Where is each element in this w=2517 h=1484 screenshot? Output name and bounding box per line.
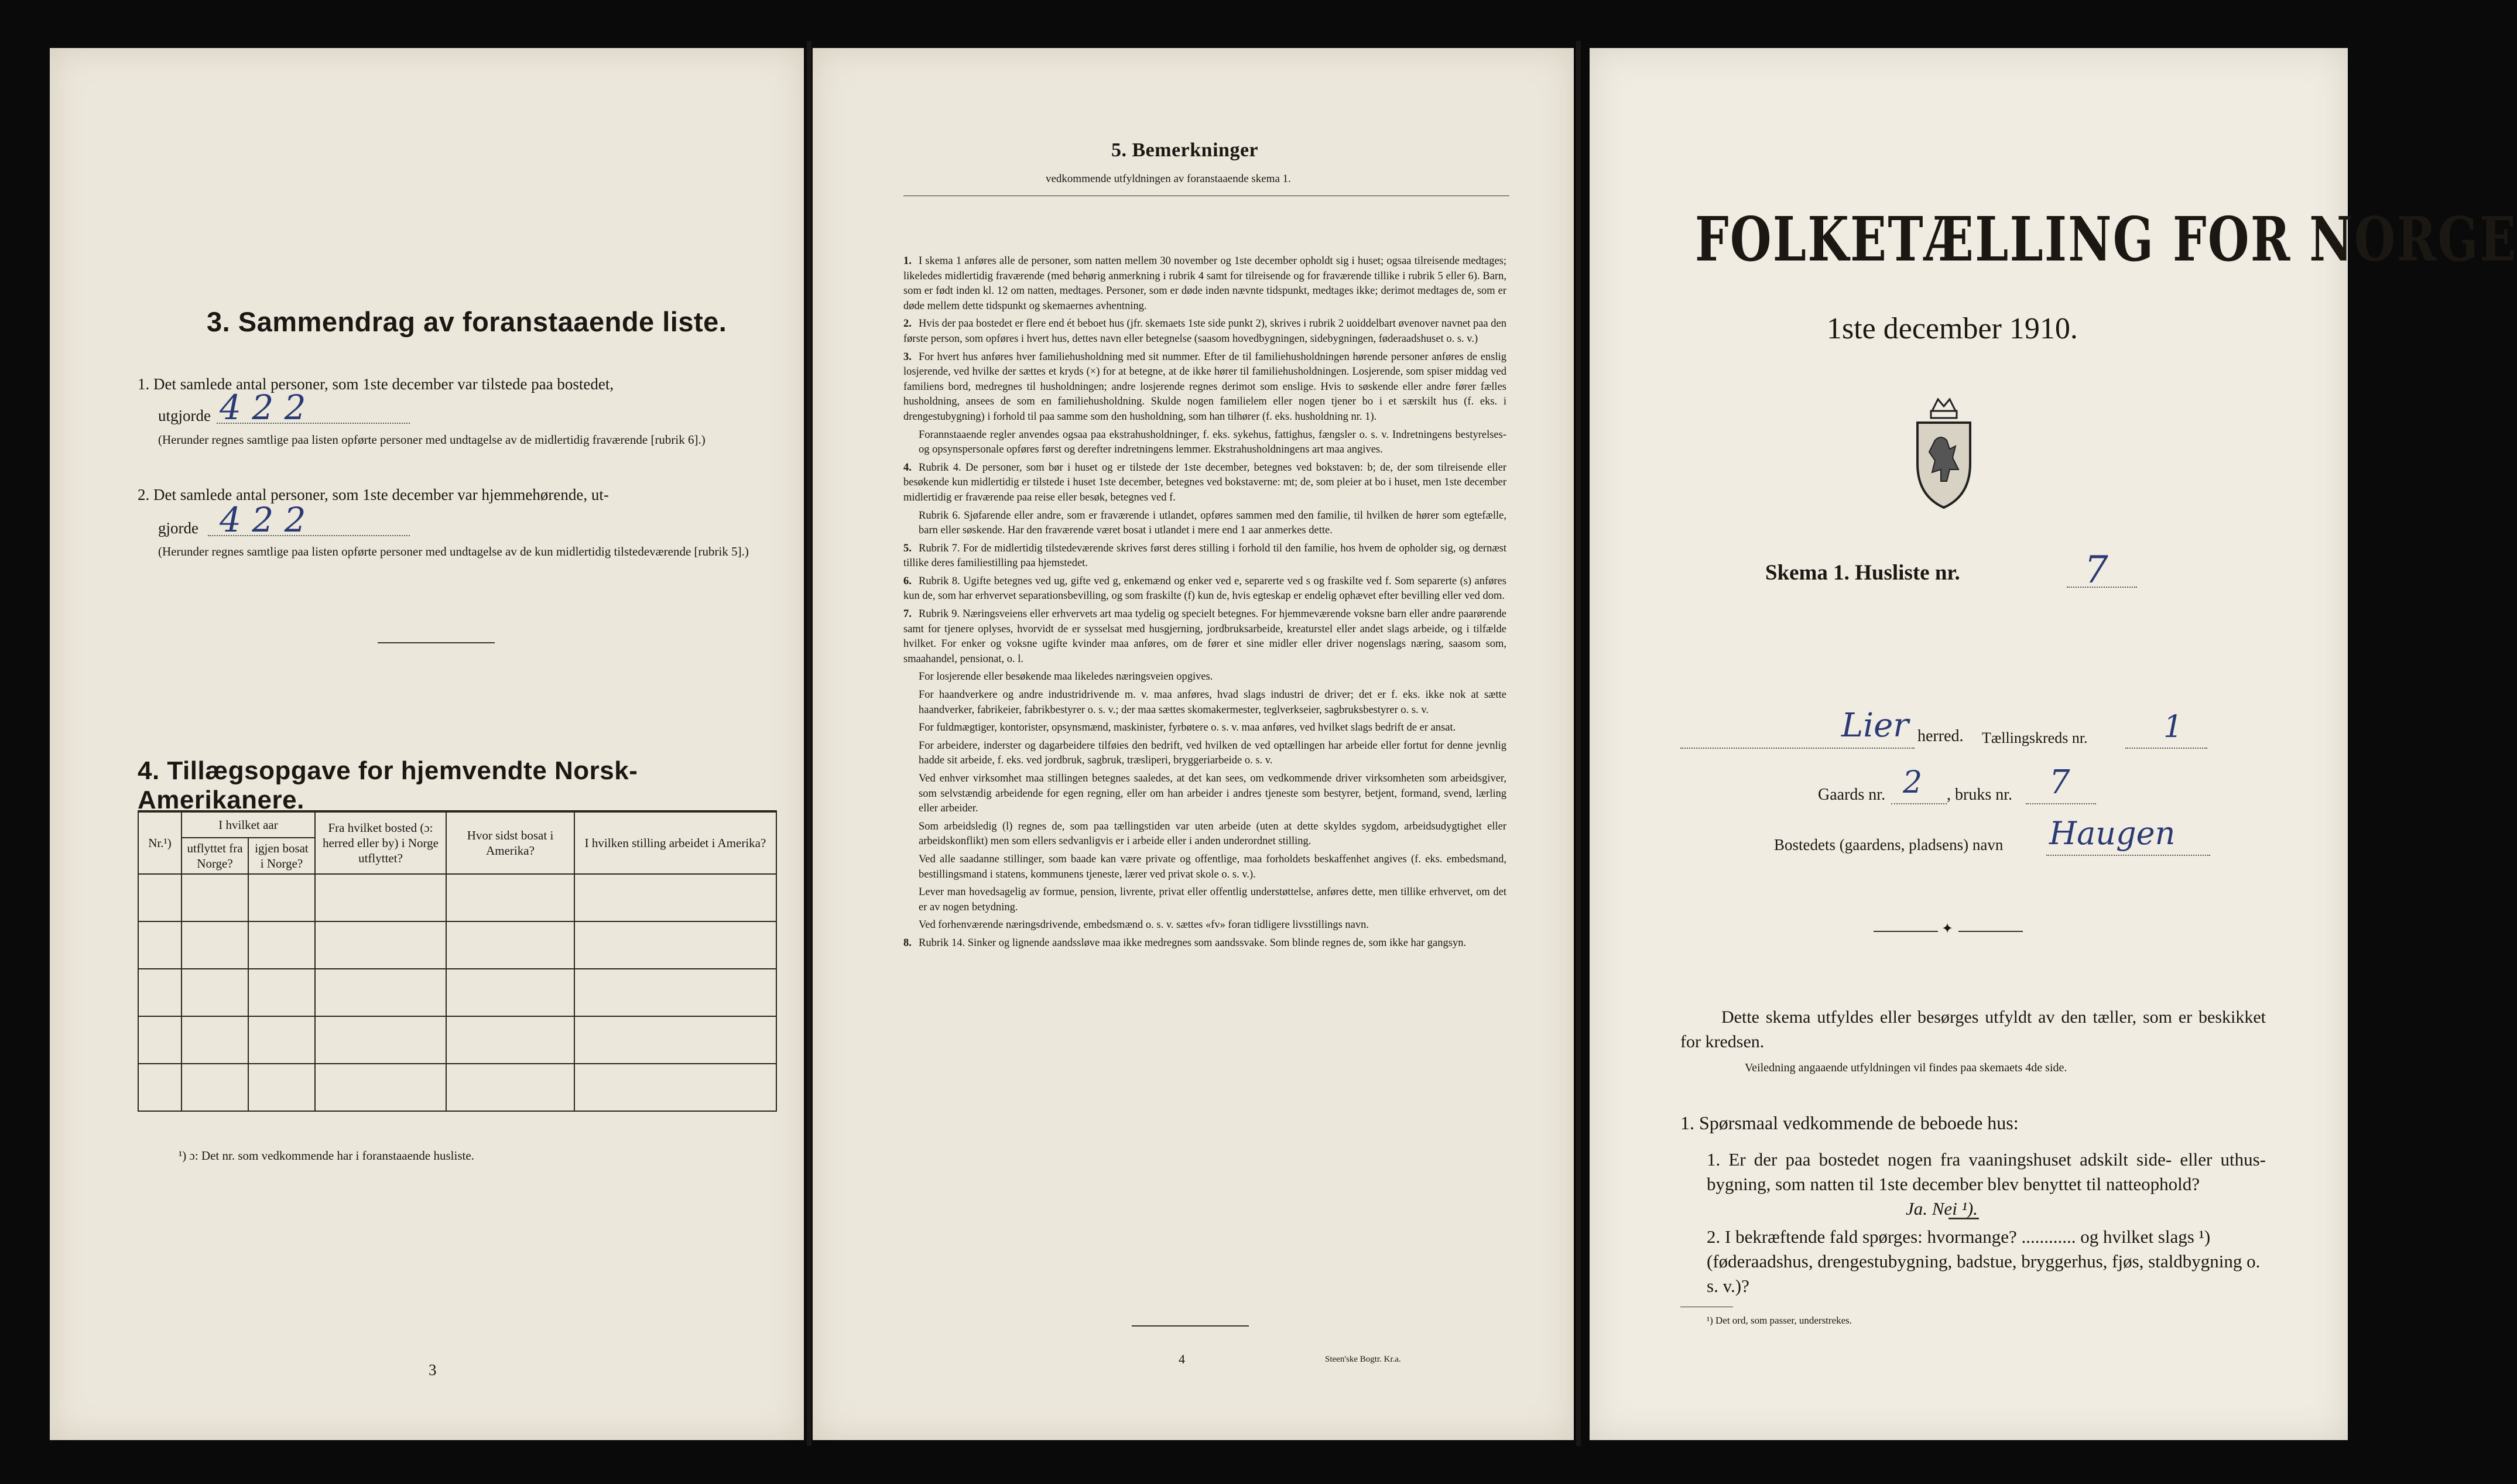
note-item: Ved forhenværende næringsdrivende, embedsmænd o. s. v. sættes «fv» foran tidligere livsstillings navn. bbox=[919, 919, 1369, 931]
col-nr-header: Nr.¹) bbox=[138, 811, 182, 874]
note-item: Forannstaaende regler anvendes ogsaa paa ekstrahusholdninger, f. eks. sykehus, fattighus, fængsler o. s. v. Indretningens bestyrelses- og opsynspersonale opføres først og derefter indretningens lemmer. Ekstrahusholdningens art maa angives. bbox=[919, 429, 1506, 456]
herred-dotline bbox=[1680, 748, 1915, 749]
item2-handwritten-values: 4 2 2 bbox=[220, 500, 306, 540]
notes-subtitle: vedkommende utfyldningen av foranstaaende skema 1. bbox=[1046, 173, 1291, 185]
col-igjen-header: igjen bosat i Norge? bbox=[248, 838, 315, 874]
bosted-handwritten[interactable]: Haugen bbox=[2049, 815, 2176, 852]
note-item: 5. Rubrik 7. For de midlertidig tilstedeværende skrives først deres stilling i forhold til den familie, hos hvem de opholder sig, og dernæst tillike deres familiestilling paa hjemstedet. bbox=[903, 542, 1506, 570]
gaards-handwritten[interactable]: 2 bbox=[1903, 765, 1923, 800]
husliste-handwritten-nr[interactable]: 7 bbox=[2084, 549, 2108, 592]
schema-line bbox=[1765, 560, 1960, 585]
note-item: 1. I skema 1 anføres alle de personer, som natten mellem 30 november og 1ste december opholdt sig i huset; ogsaa tilreisende medtages; likeledes midlertidig fraværende (med behørig anmerkning i rubrik 4 samt for tilreisende og for fraværende tillike i rubrik 5 eller 6). Barn, som er født inden kl. 12 om natten, medtages. Personer, som er døde inden nævnte tidspunkt, medtages ikke; derimot medtages de, som er døde mellem dette tidspunkt og skemaernes avhentning. bbox=[903, 255, 1506, 312]
gaards-label: Gaards nr. bbox=[1818, 786, 1886, 804]
norwegian-coat-of-arms-icon bbox=[1909, 393, 1979, 510]
page-4-notes bbox=[813, 48, 1574, 1440]
col-utflyttet-header: utflyttet fra Norge? bbox=[182, 838, 248, 874]
note-item: For fuldmægtiger, kontorister, opsynsmænd, maskinister, fyrbøtere o. s. v. maa anføres, ved hvilket slags bedrift de er ansat. bbox=[919, 722, 1456, 734]
note-item: For losjerende eller besøkende maa likeledes næringsveien opgives. bbox=[919, 671, 1213, 683]
instruction-text: Dette skema utfyldes eller besørges utfyldt av den tæller, som er beskikket for kredsen. bbox=[1680, 1007, 2266, 1051]
table-row bbox=[138, 874, 776, 921]
item1-note: (Herunder regnes samtlige paa listen opførte personer med undtagelse av de midlertidig fraværende [rubrik 6].) bbox=[158, 433, 706, 447]
census-date: 1ste december 1910. bbox=[1827, 312, 2078, 345]
note-item: 6. Rubrik 8. Ugifte betegnes ved ug, gifte ved g, enkemænd og enker ved e, separerte ved s og fraskilte ved f. Som separerte (s) anføres kun de, som har erhvervet separationsbevilling, og som fraskilte (f) kun de, hvis egteskap er endelig ophævet efter bevilling eller ved dom. bbox=[903, 575, 1506, 602]
table-row bbox=[138, 921, 776, 969]
notes-bottom-rule bbox=[1132, 1325, 1249, 1327]
nei-underline bbox=[1948, 1218, 1979, 1219]
bruks-dotline bbox=[2026, 803, 2096, 804]
item1-handwritten-values: 4 2 2 bbox=[220, 388, 306, 427]
item1-text: 1. Det samlede antal personer, som 1ste december var tilstede paa bostedet, bbox=[138, 375, 614, 393]
note-item: For arbeidere, inderster og dagarbeidere tilføies den bedrift, ved hvilken de ved optællingen har arbeide eller fortut for denne jevnlig hadde sit arbeide, f. eks. ved jordbruk, sagbruk, træsliperi, bryggeriarbeide o. s. v. bbox=[919, 739, 1506, 767]
notes-list bbox=[903, 254, 1506, 954]
item2-gjorde: gjorde bbox=[158, 519, 198, 537]
herred-label: herred. bbox=[1917, 727, 1964, 745]
section-separator bbox=[378, 642, 495, 643]
note-item: Rubrik 6. Sjøfarende eller andre, som er fraværende i utlandet, opføres sammen med den familie, til hvilken de hører som egtefælle, barn eller søskende. Har den fraværende været bosat i utlandet i mere end 1 aar anmerkes dette. bbox=[919, 509, 1506, 537]
page-number: 3 bbox=[429, 1361, 437, 1379]
bosted-dotline bbox=[2046, 855, 2210, 856]
gaards-dotline bbox=[1891, 803, 1947, 804]
table-row bbox=[138, 1016, 776, 1064]
notes-title: 5. Bemerkninger bbox=[1111, 139, 1259, 161]
ornament-icon: ✦ bbox=[1941, 921, 1954, 937]
note-item: 3. For hvert hus anføres hver familiehusholdning med sit nummer. Efter de til familiehusholdningen hørende personer anføres de enslig losjerende, ved hvilke der sættes et kryds (×) for at betegne, at de ikke hører til familiehusholdningen. Losjerende, som spiser middag ved familiens bord, medregnes til husholdningen; andre losjerende regnes derimot som enslige. Hvis to søskende eller andre fører fælles husholdning, ansees de som en familiehusholdning. Skulde nogen familielem eller nogen tjener bo i et særskilt hus (f. eks. i drengestubygning) i forhold til paa samme som den husholdning, som han tilhører (f. eks. husholdning nr. 1). bbox=[903, 351, 1506, 423]
page-3-summary bbox=[50, 48, 804, 1440]
questions-heading: 1. Spørsmaal vedkommende de beboede hus: bbox=[1680, 1112, 2019, 1133]
item2-note: (Herunder regnes samtlige paa listen opførte personer med undtagelse av de kun midlertidig tilstedeværende [rubrik 5].) bbox=[158, 544, 749, 558]
note-item: Ved alle saadanne stillinger, som baade kan være private og offentlige, maa forholdets beskaffenhet angives (f. eks. embedsmand, bestillingsmand i statens, kommunens tjeneste, lærer ved privat skole o. s. v.). bbox=[919, 853, 1506, 880]
col-group-header: I hvilket aar bbox=[182, 811, 315, 838]
herred-handwritten[interactable]: Lier bbox=[1841, 707, 1909, 745]
printer-imprint: Steen'ske Bogtr. Kr.a. bbox=[1325, 1355, 1401, 1364]
page-number: 4 bbox=[1179, 1352, 1185, 1366]
col-hvor-header: Hvor sidst bosat i Amerika? bbox=[446, 811, 574, 874]
page3-footnote: ¹) Det ord, som passer, understrekes. bbox=[1707, 1315, 1852, 1326]
question-1: 1. Er der paa bostedet nogen fra vaaningshuset adskilt side- eller uthus-bygning, som natten til 1ste december blev benyttet til natteophold? bbox=[1707, 1149, 2266, 1194]
section-4-title: 4. Tillægsopgave for hjemvendte Norsk-Amerikanere. bbox=[138, 756, 638, 814]
table-footnote: ¹) ɔ: Det nr. som vedkommende har i foranstaaende husliste. bbox=[179, 1149, 474, 1163]
note-item: 2. Hvis der paa bostedet er flere end ét beboet hus (jfr. skemaets 1ste side punkt 2), skrives i rubrik 2 uoiddelbart øvenover navnet paa den første person, som opføres i hvert hus, dettes navn eller betegnelse (saasom hovedbygningen, sidebygningen, føderaadshuset o. s. v.) bbox=[903, 318, 1506, 345]
item2-text: 2. Det samlede antal personer, som 1ste december var hjemmehørende, ut- bbox=[138, 486, 609, 503]
instruction-small: Veiledning angaaende utfyldningen vil findes paa skemaets 4de side. bbox=[1745, 1061, 2067, 1074]
section-3-title: 3. Sammendrag av foranstaaende liste. bbox=[207, 306, 727, 337]
schema-label: Skema 1. Husliste nr. bbox=[1765, 561, 1960, 585]
table-row bbox=[138, 969, 776, 1016]
kreds-label: Tællingskreds nr. bbox=[1982, 729, 2088, 746]
note-item: For haandverkere og andre industridrivende m. v. maa anføres, hvad slags industri de driver; det er f. eks. ikke nok at sætte haandverker, fabrikeier, fabrikbestyrer o. s. v.; der maa sættes skomakermester, teglverkseier, sagbruksbestyrer o. s. v. bbox=[919, 689, 1506, 716]
page-1-cover bbox=[1590, 48, 2517, 1440]
bruks-label: , bruks nr. bbox=[1947, 786, 2012, 804]
note-item: 8. Rubrik 14. Sinker og lignende aandssløve maa ikke medregnes som aandssvake. Som blinde regnes de, som ikke har gangsyn. bbox=[903, 937, 1467, 949]
document-title: FOLKETÆLLING FOR NORGE bbox=[1695, 203, 2517, 275]
note-item: Ved enhver virksomhet maa stillingen betegnes saaledes, at det kan sees, om vedkommende driver virksomheten som arbeidsgiver, som selvstændig arbeidende for egen regning, eller om han arbeider i andres tjeneste som bestyrer, betjent, formand, svend, lærling eller arbeider. bbox=[919, 773, 1506, 815]
note-item: Lever man hovedsagelig av formue, pension, livrente, privat eller offentlig understøttelse, anføres dette, men tillike erhvervet, om det er av nogen betydning. bbox=[919, 886, 1506, 913]
page-gap-right bbox=[1576, 41, 1581, 1446]
col-stilling-header: I hvilken stilling arbeidet i Amerika? bbox=[574, 811, 776, 874]
ornament-rule-right bbox=[1958, 931, 2023, 932]
note-item: Som arbeidsledig (l) regnes de, som paa tællingstiden var uten arbeide (uten at dette skyldes sygdom, arbeidsudygtighet eller arbeidskonflikt) men som ellers sedvanligvis er i arbeide eller i anden underordnet stilling. bbox=[919, 820, 1506, 848]
bruks-handwritten[interactable]: 7 bbox=[2049, 763, 2070, 801]
kreds-dotline bbox=[2125, 748, 2207, 749]
note-item: 4. Rubrik 4. De personer, som bør i huset og er tilstede der 1ste december, betegnes ved bokstaven: b; de, der som tilreisende eller besøkende kun midlertidig er tilstede i huset 1ste december, betegnes ved bokstaverne: mt; de, som pleier at bo i huset, men 1ste december midlertidig er fraværende paa reise eller besøk, betegnes ved f. bbox=[903, 461, 1506, 503]
kreds-handwritten[interactable]: 1 bbox=[2163, 710, 2183, 745]
page-gap-left bbox=[807, 41, 811, 1446]
norsk-amerikanere-table bbox=[138, 810, 777, 1112]
bosted-label: Bostedets (gaardens, pladsens) navn bbox=[1774, 836, 2004, 854]
question-2: 2. I bekræftende fald spørges: hvormange? ............ og hvilket slags ¹) (føderaadshus, drengestubygning, badstue, bryggerhus, fjøs, staldbygning o. s. v.)? bbox=[1707, 1226, 2261, 1296]
question-1-answer: Ja. Nei ¹). bbox=[1906, 1198, 1978, 1219]
col-fra-header: Fra hvilket bosted (ɔ: herred eller by) i Norge utflyttet? bbox=[315, 811, 446, 874]
note-item: 7. Rubrik 9. Næringsveiens eller erhvervets art maa tydelig og specielt betegnes. For hjemmeværende voksne barn eller andre paarørende samt for tjenere oplyses, hvorvidt de er sysselsat med husgjerning, jordbruksarbeide, kreaturstel eller andet slags arbeide, og i tilfælde hvilket. For enker og voksne ugifte kvinder maa anføres, om de fører et sine midler eller driver nogenslags næring, saasom som, smaahandel, pensionat, o. l. bbox=[903, 608, 1506, 665]
table-row bbox=[138, 1064, 776, 1111]
item1-utgjorde: utgjorde bbox=[158, 407, 211, 424]
ornament-rule-left bbox=[1874, 931, 1938, 932]
